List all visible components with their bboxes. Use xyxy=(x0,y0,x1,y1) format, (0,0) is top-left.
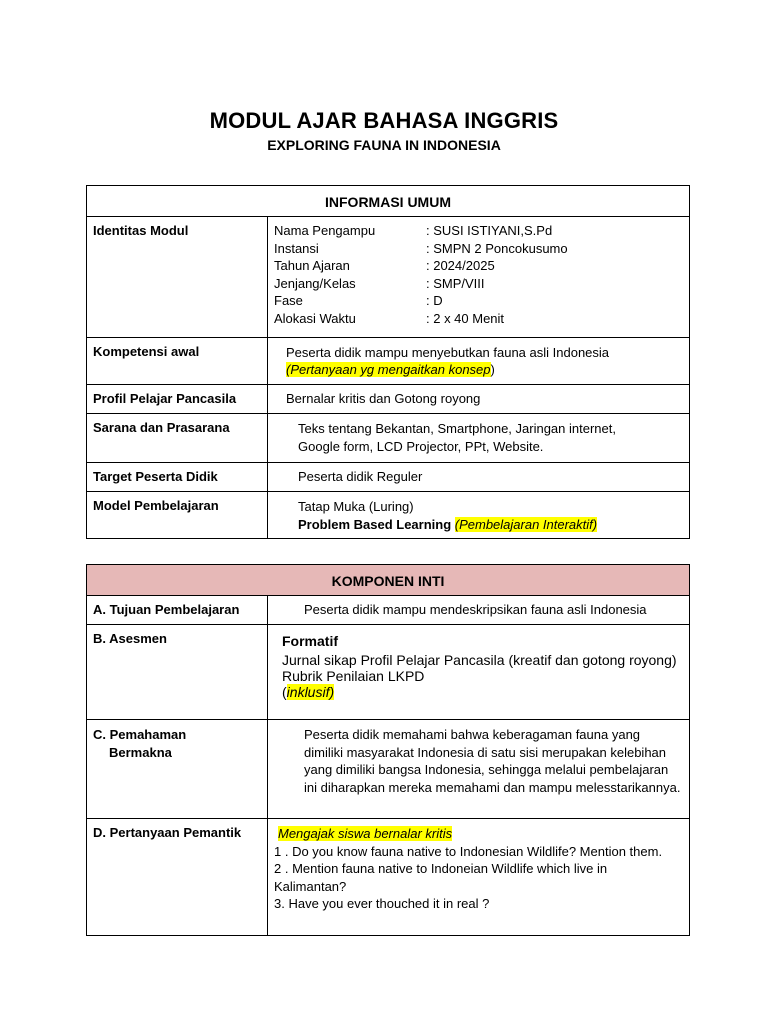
target-row xyxy=(87,463,690,492)
sarana-line-2: Google form, LCD Projector, PPt, Website. xyxy=(298,439,544,454)
komponen-inti-table xyxy=(86,564,690,936)
model-line-2 xyxy=(298,516,683,534)
pertanyaan-value xyxy=(268,819,690,936)
pertanyaan-highlight: Mengajak siswa bernalar kritis xyxy=(278,826,453,841)
field-value: : SMP/VIII xyxy=(426,275,485,291)
model-method: Problem Based Learning xyxy=(298,517,455,532)
sarana-line-1: Teks tentang Bekantan, Smartphone, Jaringan internet, xyxy=(298,421,616,436)
kompetensi-awal-suffix: ) xyxy=(490,362,495,377)
pemahaman-label xyxy=(87,720,268,819)
pemahaman-row xyxy=(87,720,690,819)
field-value: : SUSI ISTIYANI,S.Pd xyxy=(426,223,553,238)
target-label: Target Peserta Didik xyxy=(87,463,268,492)
kompetensi-awal-highlight: (Pertanyaan yg mengaitkan konsep xyxy=(286,362,491,377)
pertanyaan-q2: 2 . Mention fauna native to Indoneian Wildlife which live in Kalimantan? xyxy=(274,861,608,894)
field-key: Jenjang/Kelas xyxy=(274,275,356,291)
target-value: Peserta didik Reguler xyxy=(268,463,690,492)
sarana-value xyxy=(268,414,690,463)
field-key: Fase xyxy=(274,293,303,308)
model-line-1: Tatap Muka (Luring) xyxy=(298,499,414,514)
document-subtitle: EXPLORING FAUNA IN INDONESIA xyxy=(267,137,501,153)
tujuan-row xyxy=(87,596,690,625)
kompetensi-awal-text: Peserta didik mampu menyebutkan fauna asli Indonesia xyxy=(286,345,610,360)
pertanyaan-label: D. Pertanyaan Pemantik xyxy=(87,819,268,936)
asesmen-label: B. Asesmen xyxy=(87,625,268,720)
model-highlight: (Pembelajaran Interaktif) xyxy=(454,517,598,532)
pertanyaan-intro xyxy=(274,825,683,843)
kompetensi-awal-label: Kompetensi awal xyxy=(87,338,268,385)
field-value: : 2024/2025 xyxy=(426,258,495,273)
model-row xyxy=(87,492,690,539)
profil-label: Profil Pelajar Pancasila xyxy=(87,385,268,414)
asesmen-line-2: Rubrik Penilaian LKPD xyxy=(282,668,425,684)
field-value: : D xyxy=(426,293,443,308)
kompetensi-awal-note xyxy=(286,361,683,378)
profil-row xyxy=(87,385,690,414)
asesmen-row xyxy=(87,625,690,720)
profil-value: Bernalar kritis dan Gotong royong xyxy=(268,385,690,414)
tujuan-value: Peserta didik mampu mendeskripsikan fauna asli Indonesia xyxy=(268,596,690,625)
identitas-label: Identitas Modul xyxy=(87,217,268,338)
sarana-row xyxy=(87,414,690,463)
pertanyaan-q1: 1 . Do you know fauna native to Indonesian Wildlife? Mention them. xyxy=(274,843,663,859)
informasi-umum-table xyxy=(86,185,690,539)
asesmen-note xyxy=(282,684,683,700)
kompetensi-awal-value xyxy=(268,338,690,385)
identitas-value xyxy=(268,217,690,338)
identitas-row xyxy=(87,217,690,338)
komponen-inti-header-row xyxy=(87,565,690,596)
asesmen-value xyxy=(268,625,690,720)
sarana-label: Sarana dan Prasarana xyxy=(87,414,268,463)
field-key: Alokasi Waktu xyxy=(274,310,356,326)
informasi-umum-header-row xyxy=(87,186,690,217)
model-label: Model Pembelajaran xyxy=(87,492,268,539)
pemahaman-label-line-1: C. Pemahaman xyxy=(93,727,187,742)
komponen-inti-header: KOMPONEN INTI xyxy=(87,565,690,596)
asesmen-prefix: ( xyxy=(282,684,287,700)
field-key: Tahun Ajaran xyxy=(274,258,350,273)
kompetensi-awal-row xyxy=(87,338,690,385)
identitas-fields xyxy=(274,223,683,327)
pertanyaan-row xyxy=(87,819,690,936)
asesmen-heading: Formatif xyxy=(282,633,338,649)
field-value: : 2 x 40 Menit xyxy=(426,310,505,326)
informasi-umum-header: INFORMASI UMUM xyxy=(87,186,690,217)
asesmen-line-1: Jurnal sikap Profil Pelajar Pancasila (kreatif dan gotong royong) xyxy=(282,652,677,668)
pemahaman-label-line-2: Bermakna xyxy=(109,745,172,760)
model-value xyxy=(268,492,690,539)
tujuan-label: A. Tujuan Pembelajaran xyxy=(87,596,268,625)
field-value: : SMPN 2 Poncokusumo xyxy=(426,240,568,256)
field-key: Nama Pengampu xyxy=(274,223,376,238)
pemahaman-value: Peserta didik memahami bahwa keberagaman fauna yang dimiliki masyarakat Indonesia di satu sisi merupakan kelebihan yang dimiliki bangsa Indonesia, sehingga melalui pembelajaran ini diharapkan mereka memahami dan mampu melesstarikannya. xyxy=(268,720,690,819)
asesmen-highlight: inklusif) xyxy=(286,684,335,700)
field-key: Instansi xyxy=(274,240,319,256)
pertanyaan-q3: 3. Have you ever thouched it in real ? xyxy=(274,896,490,911)
document-title: MODUL AJAR BAHASA INGGRIS xyxy=(209,108,559,133)
